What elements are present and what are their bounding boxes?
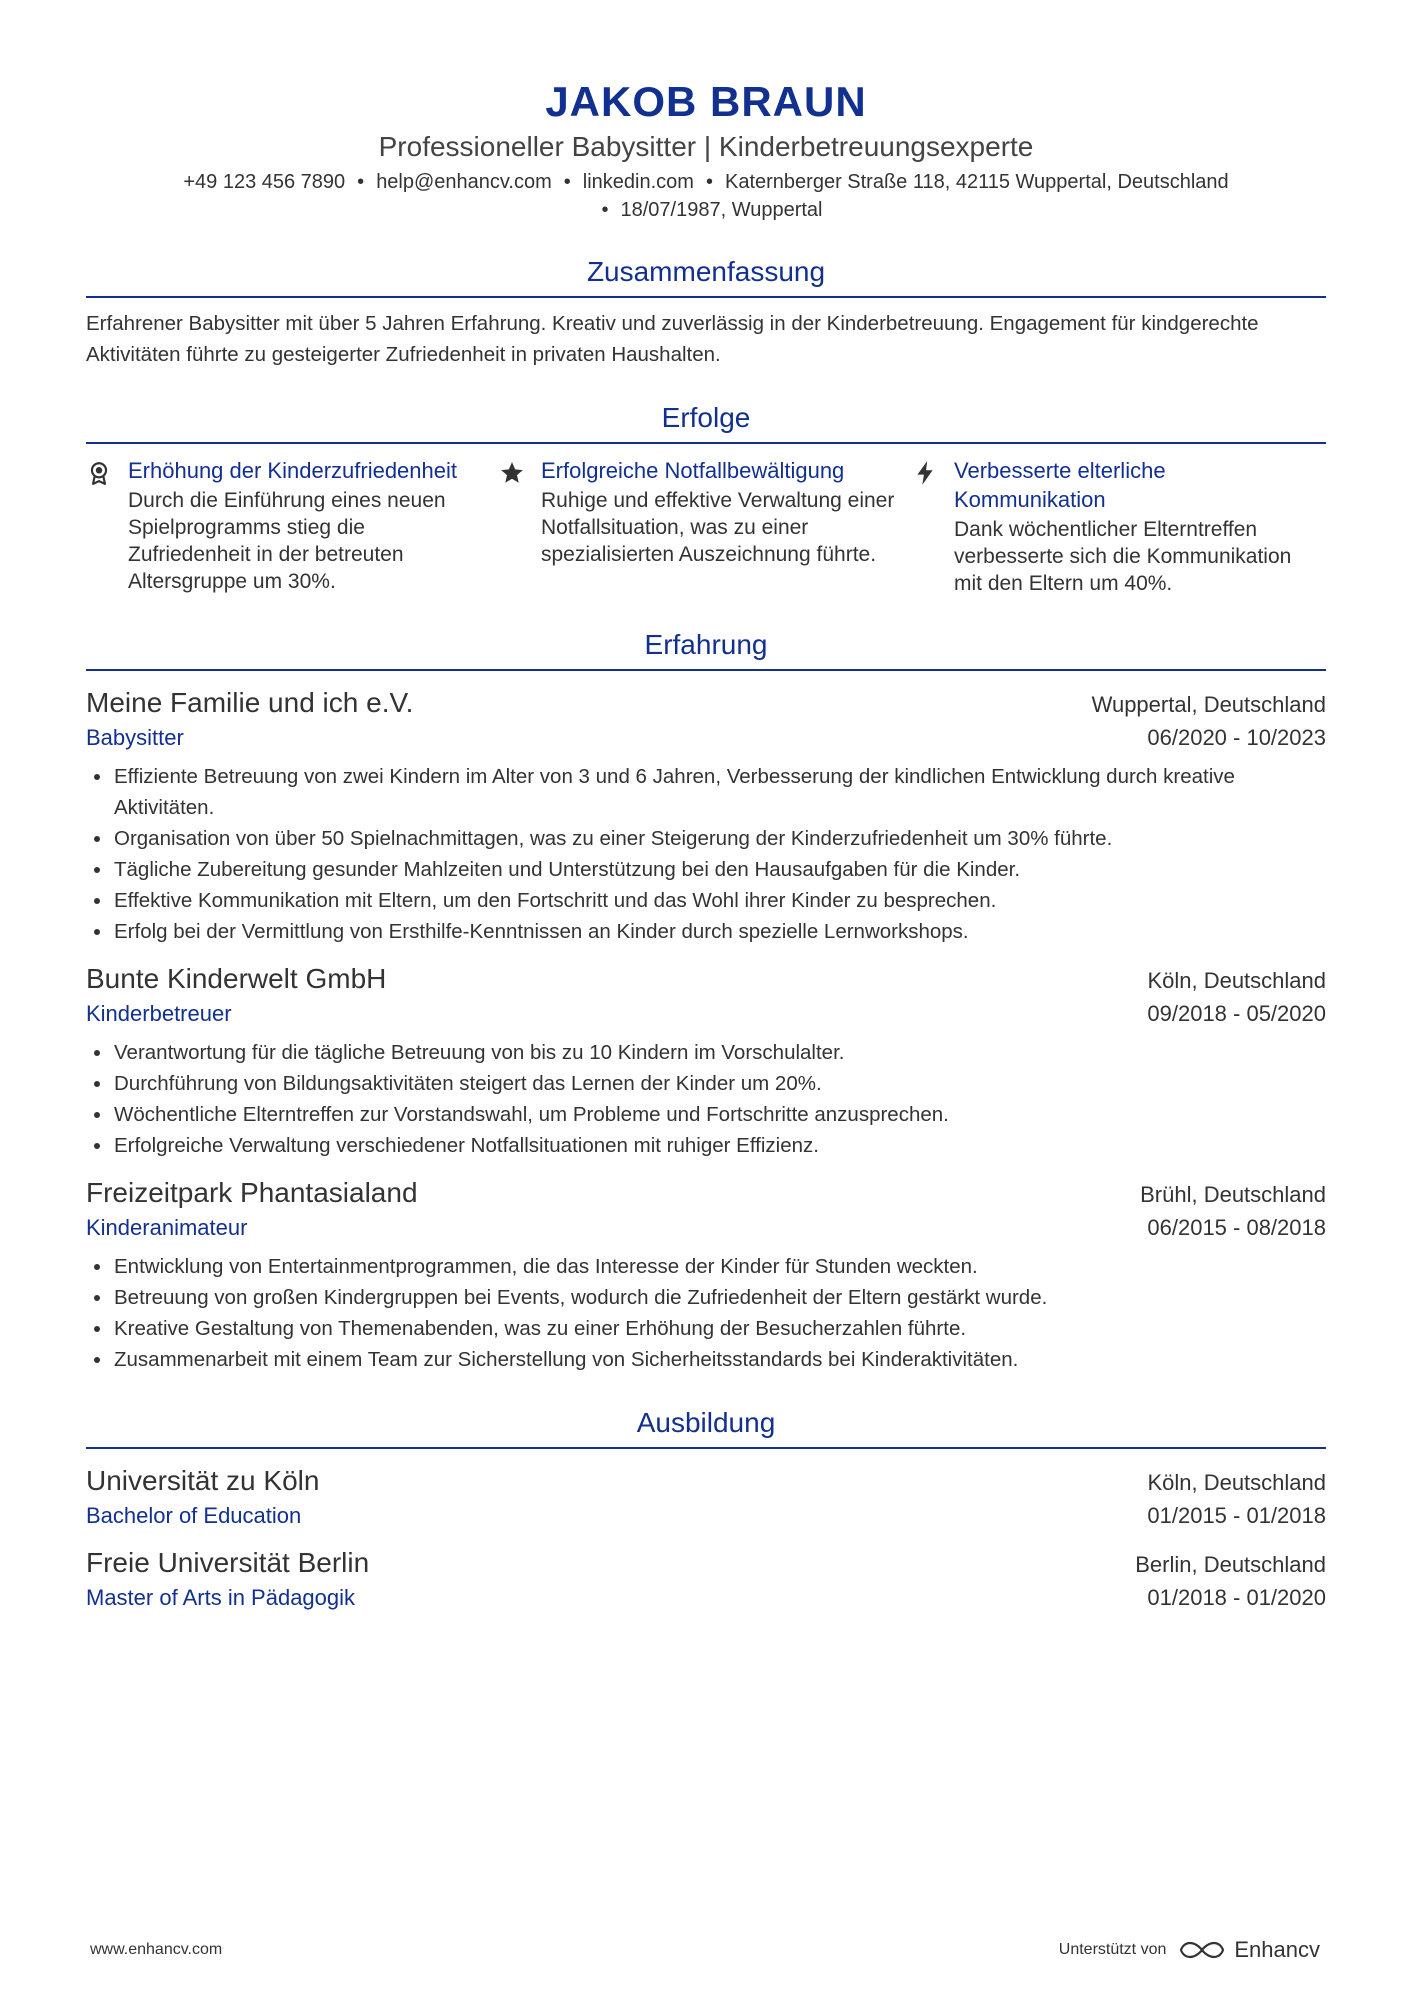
contact-email[interactable]: help@enhancv.com <box>376 171 552 193</box>
job-bullets <box>86 1251 1326 1375</box>
resume-page <box>86 0 1326 1613</box>
contact-linkedin[interactable]: linkedin.com <box>582 171 694 193</box>
brand-name: Enhancv <box>1234 1937 1320 1962</box>
education-dates: 01/2015 - 01/2018 <box>1147 1503 1326 1528</box>
powered-by-label: Unterstützt von <box>1058 1941 1167 1958</box>
summary-text: Erfahrener Babysitter mit über 5 Jahren Erfahrung. Kreativ und zuverlässig in der Kinderbetreuung. Engagement für kindgerechte Aktivitäten führte zu gesteigerter Zufriedenheit in privaten Haushalten. <box>86 312 1259 366</box>
company-name: Meine Familie und ich e.V. <box>86 687 414 718</box>
section-heading: Erfolge <box>86 400 1326 444</box>
job-location: Köln, Deutschland <box>1147 968 1326 993</box>
job-dates: 09/2018 - 05/2020 <box>1147 1001 1326 1026</box>
company-name: Bunte Kinderwelt GmbH <box>86 963 387 994</box>
degree: Bachelor of Education <box>86 1503 302 1528</box>
school-name: Freie Universität Berlin <box>86 1547 370 1578</box>
education-dates: 01/2018 - 01/2020 <box>1147 1585 1326 1610</box>
school-location: Köln, Deutschland <box>1147 1470 1326 1495</box>
job-entry <box>86 961 1326 1161</box>
summary-section <box>86 254 1326 370</box>
candidate-name: JAKOB BRAUN <box>545 78 867 125</box>
degree: Master of Arts in Pädagogik <box>86 1585 356 1610</box>
education-entry <box>86 1463 1326 1531</box>
job-entry <box>86 1175 1326 1375</box>
award-icon <box>86 456 128 597</box>
bullet-item: Betreuung von großen Kindergruppen bei Events, wodurch die Zufriedenheit der Eltern gestärkt wurde. <box>86 1282 1326 1313</box>
brand-logo[interactable] <box>1178 1937 1320 1963</box>
job-bullets <box>86 1037 1326 1161</box>
school-name: Universität zu Köln <box>86 1465 320 1496</box>
achievement-item <box>912 456 1325 597</box>
contact-birth: 18/07/1987, Wuppertal <box>620 199 823 221</box>
bullet-item: Erfolgreiche Verwaltung verschiedener Notfallsituationen mit ruhiger Effizienz. <box>86 1130 1326 1161</box>
job-location: Wuppertal, Deutschland <box>1091 692 1326 717</box>
bullet-item: Zusammenarbeit mit einem Team zur Sicherstellung von Sicherheitsstandards bei Kinderaktivitäten. <box>86 1344 1326 1375</box>
job-role: Kinderanimateur <box>86 1215 248 1240</box>
achievement-item <box>499 456 912 597</box>
footer-website[interactable]: www.enhancv.com <box>90 1941 223 1958</box>
bullet-item: Organisation von über 50 Spielnachmittagen, was zu einer Steigerung der Kinderzufriedenheit um 30% führte. <box>86 823 1326 854</box>
section-heading: Ausbildung <box>86 1405 1326 1449</box>
contact-info: +49 123 456 7890 • help@enhancv.com • linkedin.com • Katernberger Straße 118, 42115 Wuppertal, Deutschland • 18/07/1987, Wuppertal <box>183 171 1229 221</box>
bullet-item: Wöchentliche Elterntreffen zur Vorstandswahl, um Probleme und Fortschritte anzusprechen. <box>86 1099 1326 1130</box>
lightning-icon <box>912 456 954 597</box>
candidate-title: Professioneller Babysitter | Kinderbetreuungsexperte <box>378 131 1034 162</box>
achievement-title: Verbesserte elterliche Kommunikation <box>954 458 1166 512</box>
achievement-desc: Dank wöchentlicher Elterntreffen verbesserte sich die Kommunikation mit den Eltern um 40%. <box>954 518 1292 595</box>
bullet-item: Erfolg bei der Vermittlung von Ersthilfe-Kenntnissen an Kinder durch spezielle Lernworkshops. <box>86 916 1326 947</box>
bullet-item: Effiziente Betreuung von zwei Kindern im Alter von 3 und 6 Jahren, Verbesserung der kindlichen Entwicklung durch kreative Aktivitäten. <box>86 761 1326 823</box>
job-dates: 06/2020 - 10/2023 <box>1147 725 1326 750</box>
section-heading: Erfahrung <box>86 627 1326 671</box>
bullet-item: Tägliche Zubereitung gesunder Mahlzeiten und Unterstützung bei den Hausaufgaben für die Kinder. <box>86 854 1326 885</box>
bullet-item: Verantwortung für die tägliche Betreuung von bis zu 10 Kindern im Vorschulalter. <box>86 1037 1326 1068</box>
achievement-desc: Ruhige und effektive Verwaltung einer Notfallsituation, was zu einer spezialisierten Auszeichnung führte. <box>541 489 895 566</box>
achievement-title: Erhöhung der Kinderzufriedenheit <box>128 458 458 483</box>
school-location: Berlin, Deutschland <box>1135 1552 1326 1577</box>
job-entry <box>86 685 1326 947</box>
contact-address: Katernberger Straße 118, 42115 Wuppertal, Deutschland <box>724 171 1229 193</box>
bullet-item: Entwicklung von Entertainmentprogrammen, die das Interesse der Kinder für Stunden weckten. <box>86 1251 1326 1282</box>
infinity-icon <box>1178 1938 1226 1962</box>
achievement-desc: Durch die Einführung eines neuen Spielprogramms stieg die Zufriedenheit in der betreuten Altersgruppe um 30%. <box>128 489 446 593</box>
star-icon <box>499 456 541 597</box>
achievements-section <box>86 400 1326 597</box>
job-bullets <box>86 761 1326 947</box>
bullet-item: Durchführung von Bildungsaktivitäten steigert das Lernen der Kinder um 20%. <box>86 1068 1326 1099</box>
education-entry <box>86 1545 1326 1613</box>
achievement-title: Erfolgreiche Notfallbewältigung <box>541 458 845 483</box>
job-role: Babysitter <box>86 725 184 750</box>
achievement-item <box>86 456 499 597</box>
page-footer <box>90 1930 1320 1970</box>
bullet-item: Kreative Gestaltung von Themenabenden, was zu einer Erhöhung der Besucherzahlen führte. <box>86 1313 1326 1344</box>
contact-phone: +49 123 456 7890 <box>183 171 346 193</box>
education-section <box>86 1405 1326 1613</box>
job-role: Kinderbetreuer <box>86 1001 232 1026</box>
section-heading: Zusammenfassung <box>86 254 1326 298</box>
company-name: Freizeitpark Phantasialand <box>86 1177 418 1208</box>
experience-section <box>86 627 1326 1375</box>
job-location: Brühl, Deutschland <box>1140 1182 1326 1207</box>
bullet-item: Effektive Kommunikation mit Eltern, um den Fortschritt und das Wohl ihrer Kinder zu besprechen. <box>86 885 1326 916</box>
job-dates: 06/2015 - 08/2018 <box>1147 1215 1326 1240</box>
